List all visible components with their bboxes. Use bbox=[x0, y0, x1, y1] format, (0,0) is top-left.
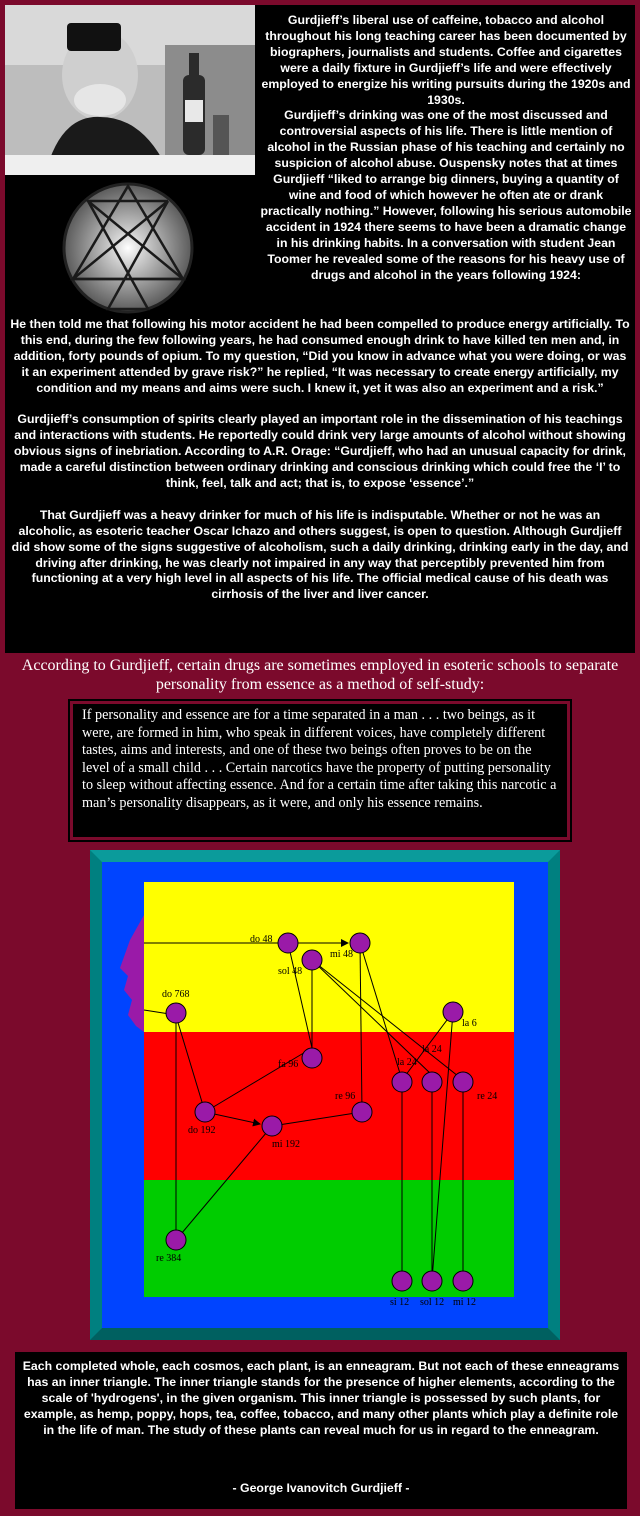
label-mi48: mi 48 bbox=[330, 949, 354, 960]
label-fa96: fa 96 bbox=[278, 1059, 299, 1070]
drinking-paragraph: Gurdjieff’s drinking was one of the most discussed and controversial aspects of his life. There is little mention of alcohol in the Russian phase of his teaching and certainly no suspicion of alcohol abuse. Ouspensky notes that at times Gurdjieff “liked to arrange big dinners, buying a quantity of wine and food of which however he often ate or drank practically nothing.” However, following his serious automobile accident in 1924 there seems to have been a dramatic change in his drinking habits. In a conversation with student Jean Toomer he revealed some of the reasons for his heavy use of drugs and alcohol in the years following 1924: bbox=[260, 108, 632, 282]
node-sol48 bbox=[302, 950, 322, 970]
node-do768 bbox=[166, 1003, 186, 1023]
label-la24a: la 24 bbox=[397, 1057, 417, 1068]
node-la6 bbox=[443, 1002, 463, 1022]
caffeine-paragraph: Gurdjieff’s liberal use of caffeine, tobacco and alcohol throughout his long teaching career has been documented by biographers, journalists and students. Coffee and cigarettes were a daily fixture in Gurdjieff’s life and were effectively employed to energize his writing pursuits during the 1920s and 1930s. bbox=[261, 13, 631, 107]
drugs-intro-text: According to Gurdjieff, certain drugs are sometimes employed in esoteric schools to separate personality from essence as a method of self-study: bbox=[21, 657, 619, 693]
label-mi192: mi 192 bbox=[272, 1139, 301, 1150]
node-do48 bbox=[278, 933, 298, 953]
node-do192 bbox=[195, 1102, 215, 1122]
body-paragraphs bbox=[10, 317, 630, 619]
orage-paragraph: Gurdjieff’s consumption of spirits clearly played an important role in the dissemination of his teachings and interactions with students. He reportedly could drink very large amounts of alcohol without showing obvious signs of inebriation. According to A.R. Orage: “Gurdjieff, who had an unusual capacity for drink, made a careful distinction between ordinary drinking and conscious drinking which could free the ‘I’ to think, feel, talk and act; that is, to expose ‘essence’.” bbox=[14, 412, 626, 491]
label-la24b: la 24 bbox=[422, 1044, 442, 1055]
label-re24: re 24 bbox=[477, 1091, 498, 1102]
node-re384 bbox=[166, 1230, 186, 1250]
node-sol12 bbox=[422, 1271, 442, 1291]
label-sol12: sol 12 bbox=[420, 1297, 445, 1308]
label-re384: re 384 bbox=[156, 1253, 182, 1264]
quote-attribution: - George Ivanovitch Gurdjieff - bbox=[232, 1481, 410, 1495]
octave-diagram bbox=[90, 850, 560, 1345]
personality-essence-quote: If personality and essence are for a time separated in a man . . . two beings, as it were, are formed in him, who speak in different voices, have completely different tastes, aims and interests, and one of these two beings often proves to be on the level of a small child . . . Certain narcotics have the property of putting personality to sleep without affecting essence. And for a certain time after taking this narcotic a man’s personality disappears, as it were, and only his essence remains. bbox=[82, 707, 557, 811]
gurdjieff-photo bbox=[5, 5, 255, 175]
enneagram-quote-text: Each completed whole, each cosmos, each plant, is an enneagram. But not each of these enneagrams has an inner triangle. The inner triangle stands for the presence of higher elements, according to the scale of 'hydrogens', in the given organism. This inner triangle is possessed by such plants, for example, as hemp, poppy, hops, tea, coffee, tobacco, and many other plants which play a definite role in the life of man. The study of these plants can reveal much for us in regard to the enneagram. bbox=[22, 1359, 620, 1437]
node-fa96 bbox=[302, 1048, 322, 1068]
node-re24 bbox=[453, 1072, 473, 1092]
node-mi12 bbox=[453, 1271, 473, 1291]
label-re96: re 96 bbox=[335, 1091, 356, 1102]
label-la6: la 6 bbox=[462, 1018, 477, 1029]
label-do48: do 48 bbox=[250, 934, 273, 945]
label-si12: si 12 bbox=[390, 1297, 410, 1308]
node-re96 bbox=[352, 1102, 372, 1122]
heavy-drinker-paragraph: That Gurdjieff was a heavy drinker for much of his life is indisputable. Whether or not he was an alcoholic, as esoteric teacher Oscar Ichazo and others suggest, is open to question. Although Gurdjieff did show some of the signs suggestive of alcoholism, such a daily drinking, drinking early in the day, and driving after drinking, he was clearly not impaired in any way that perceptibly prevented him from functioning at a very high level in all aspects of his life. The official medical cause of his death was cirrhosis of the liver and liver cancer. bbox=[11, 507, 629, 602]
intro-paragraphs bbox=[260, 13, 632, 283]
node-mi192 bbox=[262, 1116, 282, 1136]
label-mi12: mi 12 bbox=[453, 1297, 477, 1308]
node-la24b bbox=[422, 1072, 442, 1092]
label-do192: do 192 bbox=[188, 1125, 216, 1136]
label-do768: do 768 bbox=[162, 989, 190, 1000]
node-si12 bbox=[392, 1271, 412, 1291]
node-la24a bbox=[392, 1072, 412, 1092]
enneagram-image bbox=[58, 178, 198, 318]
toomer-quote-paragraph: He then told me that following his motor accident he had been compelled to produce energy artificially. To this end, during the few following years, he had consumed enough drink to have killed ten men and, in addition, forty pounds of opium. To my question, “Did you know in advance what you were doing, or was it an experiment attended by grave risk?” he replied, “It was necessary to create energy artificially, my condition and my means and aims were such. I knew it, yet it was also an experiment and a risk.” bbox=[10, 317, 630, 395]
label-sol48: sol 48 bbox=[278, 966, 303, 977]
